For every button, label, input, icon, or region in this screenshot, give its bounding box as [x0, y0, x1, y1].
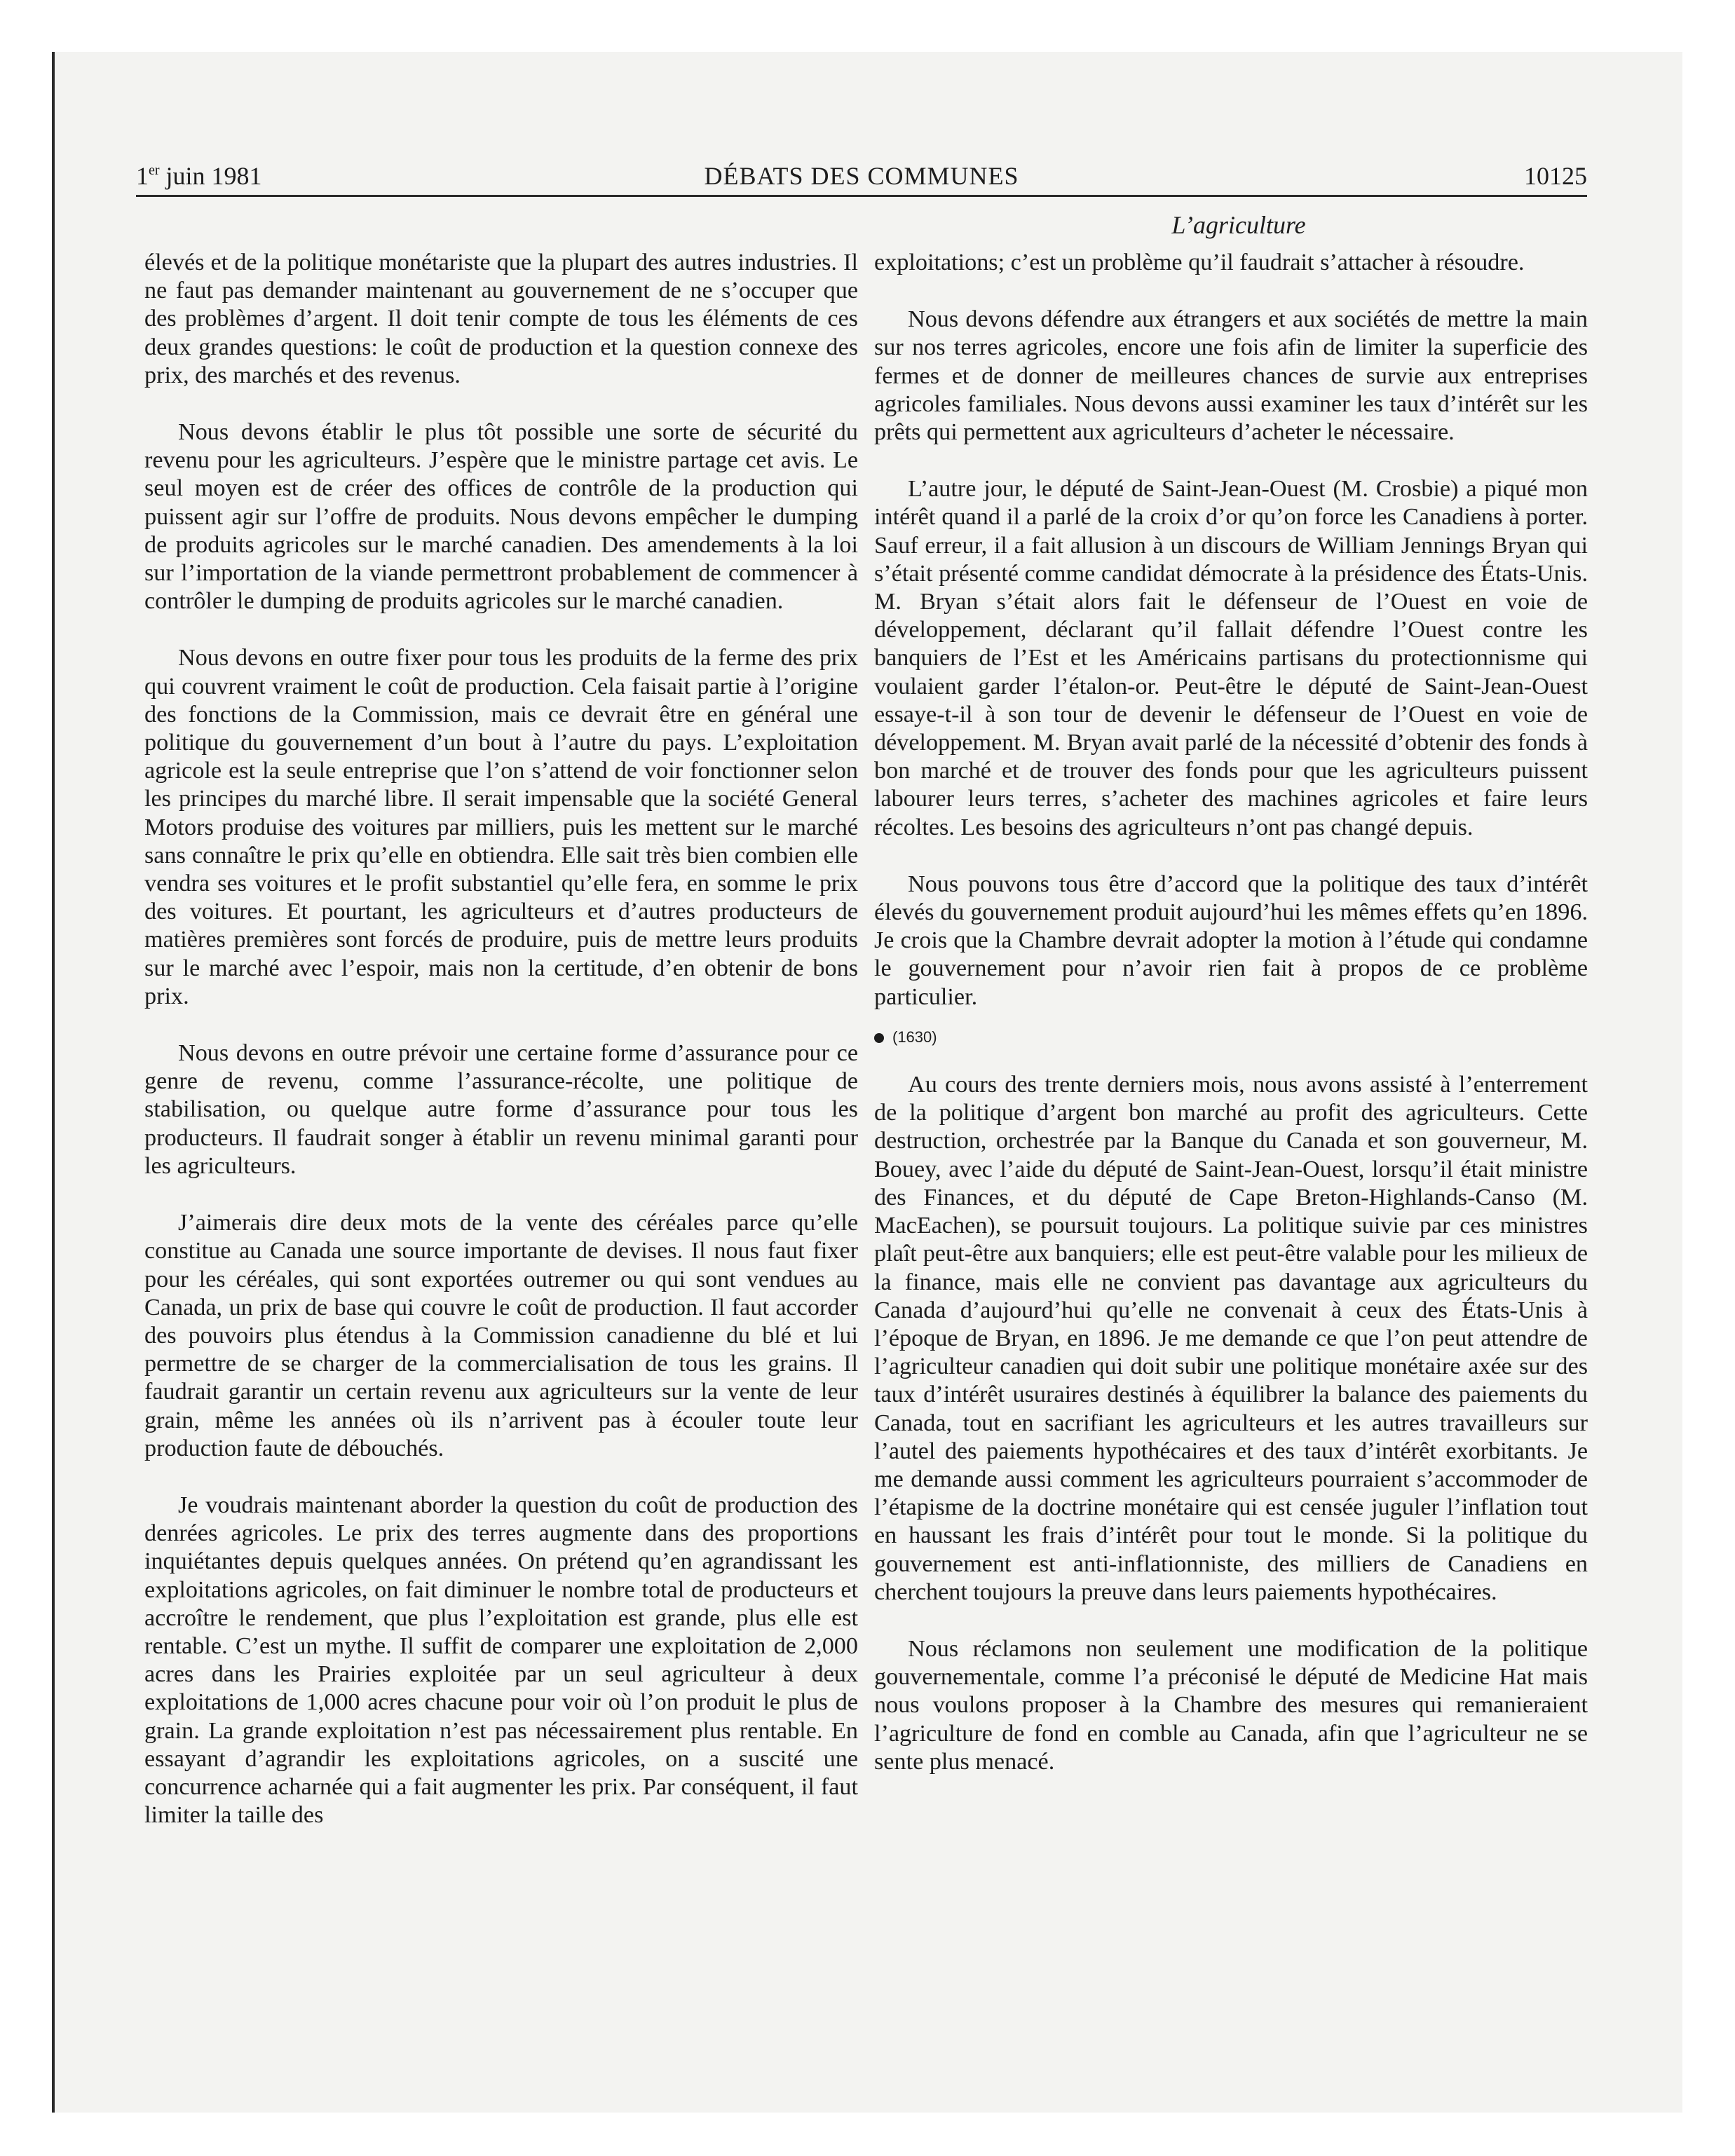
- paragraph: Nous réclamons non seulement une modification de la politique gouvernementale, comme l’a préconisé le député de Medicine Hat mais nous voulons proposer à la Chambre des mesures qui remanieraient l’agriculture de fond en comble au Canada, afin que l’agriculteur ne se sente plus menacé.: [874, 1635, 1588, 1775]
- paragraph: Je voudrais maintenant aborder la question du coût de production des denrées agricoles. Le prix des terres augmente dans des proportions inquiétantes depuis quelques années. On prétend qu’en agrandissant les exploitations agricoles, on fait diminuer le nombre total de producteurs et accroître le rendement, que plus l’exploitation est grande, plus elle est rentable. C’est un mythe. Il suffit de comparer une exploitation de 2,000 acres dans les Prairies exploitée par un seul agriculteur à deux exploitations de 1,000 acres chacune pour voir où l’on produit le plus de grain. La grande exploitation n’est pas nécessairement plus rentable. En essayant d’agrandir les exploitations agricoles, on a suscité une concurrence acharnée qui a fait augmenter les prix. Par conséquent, il faut limiter la taille des: [144, 1492, 858, 1829]
- paragraph: Nous devons établir le plus tôt possible une sorte de sécurité du revenu pour les agriculteurs. J’espère que le ministre partage cet avis. Le seul moyen est de créer des offices de contrôle de la production qui puissent agir sur l’offre de produits. Nous devons empêcher le dumping de produits agricoles sur le marché canadien. Des amendements à la loi sur l’importation de la viande permettront probablement de commencer à contrôler le dumping de produits agricoles sur le marché canadien.: [144, 419, 858, 615]
- paragraph: Nous devons en outre prévoir une certaine forme d’assurance pour ce genre de revenu, comme l’assurance-récolte, une politique de stabilisation, ou quelque autre forme d’assurance pour tous les producteurs. Il faudrait songer à établir un revenu minimal garanti pour les agriculteurs.: [144, 1040, 858, 1179]
- paragraph: Nous devons en outre fixer pour tous les produits de la ferme des prix qui couvrent vraiment le coût de production. Cela faisait partie à l’origine des fonctions de la Commission, mais ce devrait être en général une politique du gouvernement d’un bout à l’autre du pays. L’exploitation agricole est la seule entreprise que l’on s’attend de voir fonctionner selon les principes du marché libre. Il serait impensable que la société General Motors produise des voitures par milliers, puis les mettent sur le marché sans connaître le prix qu’elle en obtiendra. Elle sait très bien combien elle vendra ses voitures et le profit substantiel qu’elle fera, en somme le prix des voitures. Et pourtant, les agriculteurs et d’autres producteurs de matières premières sont forcés de produire, puis de mettre leurs produits sur le marché avec l’espoir, mais non la certitude, d’en obtenir de bons prix.: [144, 645, 858, 1009]
- paragraph: Nous devons défendre aux étrangers et aux sociétés de mettre la main sur nos terres agricoles, encore une fois afin de limiter la superficie des fermes et de donner de meilleures chances de survie aux entreprises agricoles familiales. Nous devons aussi examiner les taux d’intérêt sur les prêts qui permettent aux agriculteurs d’acheter le nécessaire.: [874, 306, 1588, 446]
- bullet-icon: [874, 1033, 884, 1043]
- paragraph: Au cours des trente derniers mois, nous avons assisté à l’enterrement de la politique d’argent bon marché au profit des agriculteurs. Cette destruction, orchestrée par la Banque du Canada et son gouverneur, M. Bouey, avec l’aide du député de Saint-Jean-Ouest, lorsqu’il était ministre des Finances, et du député de Cape Breton-Highlands-Canso (M. MacEachen), se poursuit toujours. La politique suivie par ces ministres plaît peut-être aux banquiers; elle est peut-être valable pour les milieux de la finance, mais elle ne convient pas davantage aux agriculteurs du Canada d’aujourd’hui qu’elle ne convenait à ceux des États-Unis à l’époque de Bryan, en 1896. Je me demande ce que l’on peut attendre de l’agriculteur canadien qui doit subir une politique monétaire axée sur des taux d’intérêt usuraires destinés à équilibrer la balance des paiements du Canada, tout en sacrifiant les agriculteurs et les autres travailleurs sur l’autel des paiements hypothécaires et des taux d’intérêt exorbitants. Je me demande aussi comment les agriculteurs pourraient s’accommoder de l’étapisme de la doctrine monétaire qui est censée juguler l’inflation tout en haussant les frais d’intérêt pour tout le monde. Si la politique du gouvernement est anti-inflationniste, des milliers de Canadiens en cherchent toujours la preuve dans leurs paiements hypothécaires.: [874, 1072, 1588, 1605]
- header-page-number: 10125: [1524, 162, 1587, 190]
- header-title: DÉBATS DES COMMUNES: [704, 162, 1019, 190]
- header-date: 1er juin 1981: [136, 162, 262, 190]
- section-title: L’agriculture: [1171, 211, 1306, 239]
- paragraph: Nous pouvons tous être d’accord que la politique des taux d’intérêt élevés du gouvernement produit aujourd’hui les mêmes effets qu’en 1896. Je crois que la Chambre devrait adopter la motion à l’étude qui condamne le gouvernement pour n’avoir rien fait à propos de ce problème particulier.: [874, 871, 1588, 1010]
- paragraph: J’aimerais dire deux mots de la vente des céréales parce qu’elle constitue au Canada une source importante de devises. Il nous faut fixer pour les céréales, qui sont exportées outremer ou qui sont vendues au Canada, un prix de base qui couvre le coût de production. Il faut accorder des pouvoirs plus étendus à la Commission canadienne du blé et lui permettre de se charger de la commercialisation de tous les grains. Il faudrait garantir un certain revenu aux agriculteurs sur la vente de leur grain, même les années où ils n’arrivent pas à écouler toute leur production faute de débouchés.: [144, 1210, 858, 1461]
- time-marker: (1630): [874, 1023, 1588, 1051]
- left-column: [144, 249, 858, 1858]
- paragraph: L’autre jour, le député de Saint-Jean-Ouest (M. Crosbie) a piqué mon intérêt quand il a parlé de la croix d’or qu’on force les Canadiens à porter. Sauf erreur, il a fait allusion à un discours de William Jennings Bryan qui s’était présenté comme candidat démocrate à la présidence des États-Unis. M. Bryan s’était alors fait le défenseur de l’Ouest en voie de développement, déclarant qu’il fallait défendre l’Ouest contre les banquiers de l’Est et les Américains partisans du protectionnisme qui voulaient garder l’étalon-or. Peut-être le député de Saint-Jean-Ouest essaye-t-il à son tour de devenir le défenseur de l’Ouest en voie de développement. M. Bryan avait parlé de la nécessité d’obtenir des fonds à bon marché et de trouver des fonds pour que les agriculteurs puissent labourer leurs terres, s’acheter des machines agricoles et faire leurs récoltes. Les besoins des agriculteurs n’ont pas changé depuis.: [874, 476, 1588, 840]
- paragraph: exploitations; c’est un problème qu’il faudrait s’attacher à résoudre.: [874, 250, 1525, 275]
- paragraph: élevés et de la politique monétariste que la plupart des autres industries. Il ne faut pas demander maintenant au gouvernement de ne s’occuper que des problèmes d’argent. Il doit tenir compte de tous les éléments de ces deux grandes questions: le coût de production et la question connexe des prix, des marchés et des revenus.: [144, 250, 858, 388]
- right-column: [874, 249, 1588, 1805]
- page-header: [136, 158, 1587, 197]
